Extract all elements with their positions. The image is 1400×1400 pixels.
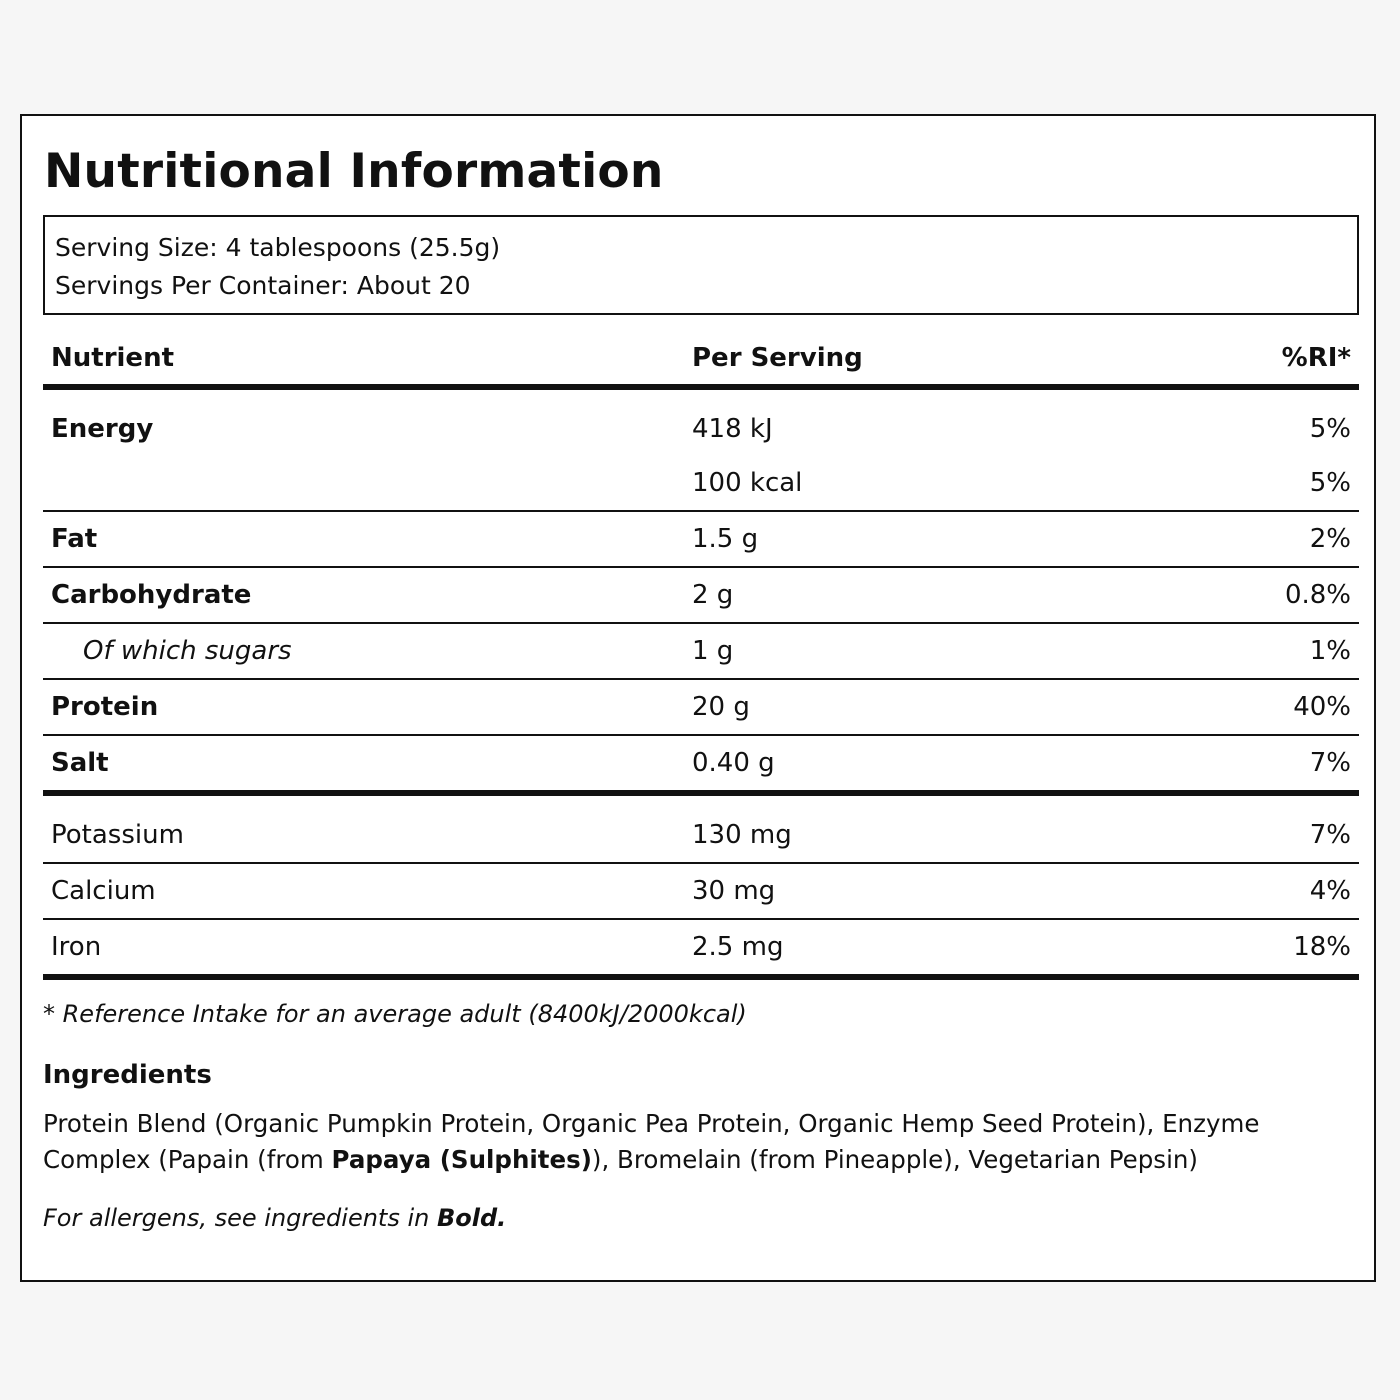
nutrient-name: Salt — [51, 748, 109, 778]
nutrient-ri: 2% — [1309, 524, 1351, 554]
nutrient-ri: 1% — [1309, 636, 1351, 666]
nutrient-name: Iron — [51, 932, 102, 962]
allergen-note-bold: Bold. — [436, 1204, 507, 1232]
nutrition-table — [43, 336, 1359, 980]
table-row-energy-kcal — [43, 456, 1359, 512]
nutrient-ri: 18% — [1293, 932, 1351, 962]
header-ri: %RI* — [1281, 343, 1351, 373]
serving-size: Serving Size: 4 tablespoons (25.5g) — [55, 233, 501, 262]
page-title: Nutritional Information — [44, 144, 664, 199]
nutrient-ri: 5% — [1309, 468, 1351, 498]
nutrition-label — [20, 114, 1376, 1282]
table-row-protein — [43, 680, 1359, 736]
allergen-note-text: For allergens, see ingredients in — [43, 1204, 437, 1232]
table-row-carbohydrate — [43, 568, 1359, 624]
nutrient-name: Of which sugars — [83, 636, 292, 666]
nutrient-amount: 100 kcal — [692, 468, 803, 498]
ingredients-part-1: Protein Blend (Organic Pumpkin Protein, Organic Pea Protein, Organic Hemp Seed Protein), Enzyme Complex (Papain (from — [43, 1109, 1260, 1174]
nutrient-ri: 0.8% — [1284, 580, 1351, 610]
nutrient-ri: 4% — [1309, 876, 1351, 906]
nutrient-ri: 7% — [1309, 820, 1351, 850]
nutrient-amount: 130 mg — [692, 820, 792, 850]
allergen-note — [43, 1204, 506, 1232]
nutrient-ri: 7% — [1309, 748, 1351, 778]
header-nutrient: Nutrient — [51, 343, 175, 373]
table-row-calcium — [43, 864, 1359, 920]
table-row-iron — [43, 920, 1359, 980]
nutrient-name: Energy — [51, 414, 154, 444]
ingredients-title: Ingredients — [43, 1060, 212, 1090]
nutrient-amount: 2 g — [692, 580, 734, 610]
nutrient-ri: 40% — [1293, 692, 1351, 722]
table-row-potassium — [43, 808, 1359, 864]
nutrient-name: Fat — [51, 524, 98, 554]
nutrient-amount: 2.5 mg — [692, 932, 784, 962]
nutrient-amount: 30 mg — [692, 876, 776, 906]
table-row-salt — [43, 736, 1359, 796]
nutrient-amount: 418 kJ — [692, 414, 773, 444]
serving-info-box — [43, 215, 1359, 315]
nutrient-name: Carbohydrate — [51, 580, 252, 610]
nutrient-amount: 1 g — [692, 636, 734, 666]
nutrient-amount: 1.5 g — [692, 524, 759, 554]
nutrient-name: Calcium — [51, 876, 156, 906]
reference-intake-footnote: * Reference Intake for an average adult (8400kJ/2000kcal) — [43, 1000, 747, 1028]
nutrient-name: Protein — [51, 692, 159, 722]
table-row-sugars — [43, 624, 1359, 680]
servings-per-container: Servings Per Container: About 20 — [55, 271, 471, 300]
ingredients-text — [43, 1106, 1363, 1178]
nutrient-name: Potassium — [51, 820, 184, 850]
nutrient-amount: 20 g — [692, 692, 750, 722]
allergen-papaya: Papaya (Sulphites) — [331, 1145, 592, 1174]
table-header-row — [43, 336, 1359, 390]
ingredients-part-2: ), Bromelain (from Pineapple), Vegetarian Pepsin) — [591, 1145, 1198, 1174]
table-row-fat — [43, 512, 1359, 568]
nutrient-amount: 0.40 g — [692, 748, 775, 778]
header-per-serving: Per Serving — [692, 343, 863, 373]
nutrient-ri: 5% — [1309, 414, 1351, 444]
table-row-energy-kj — [43, 402, 1359, 456]
